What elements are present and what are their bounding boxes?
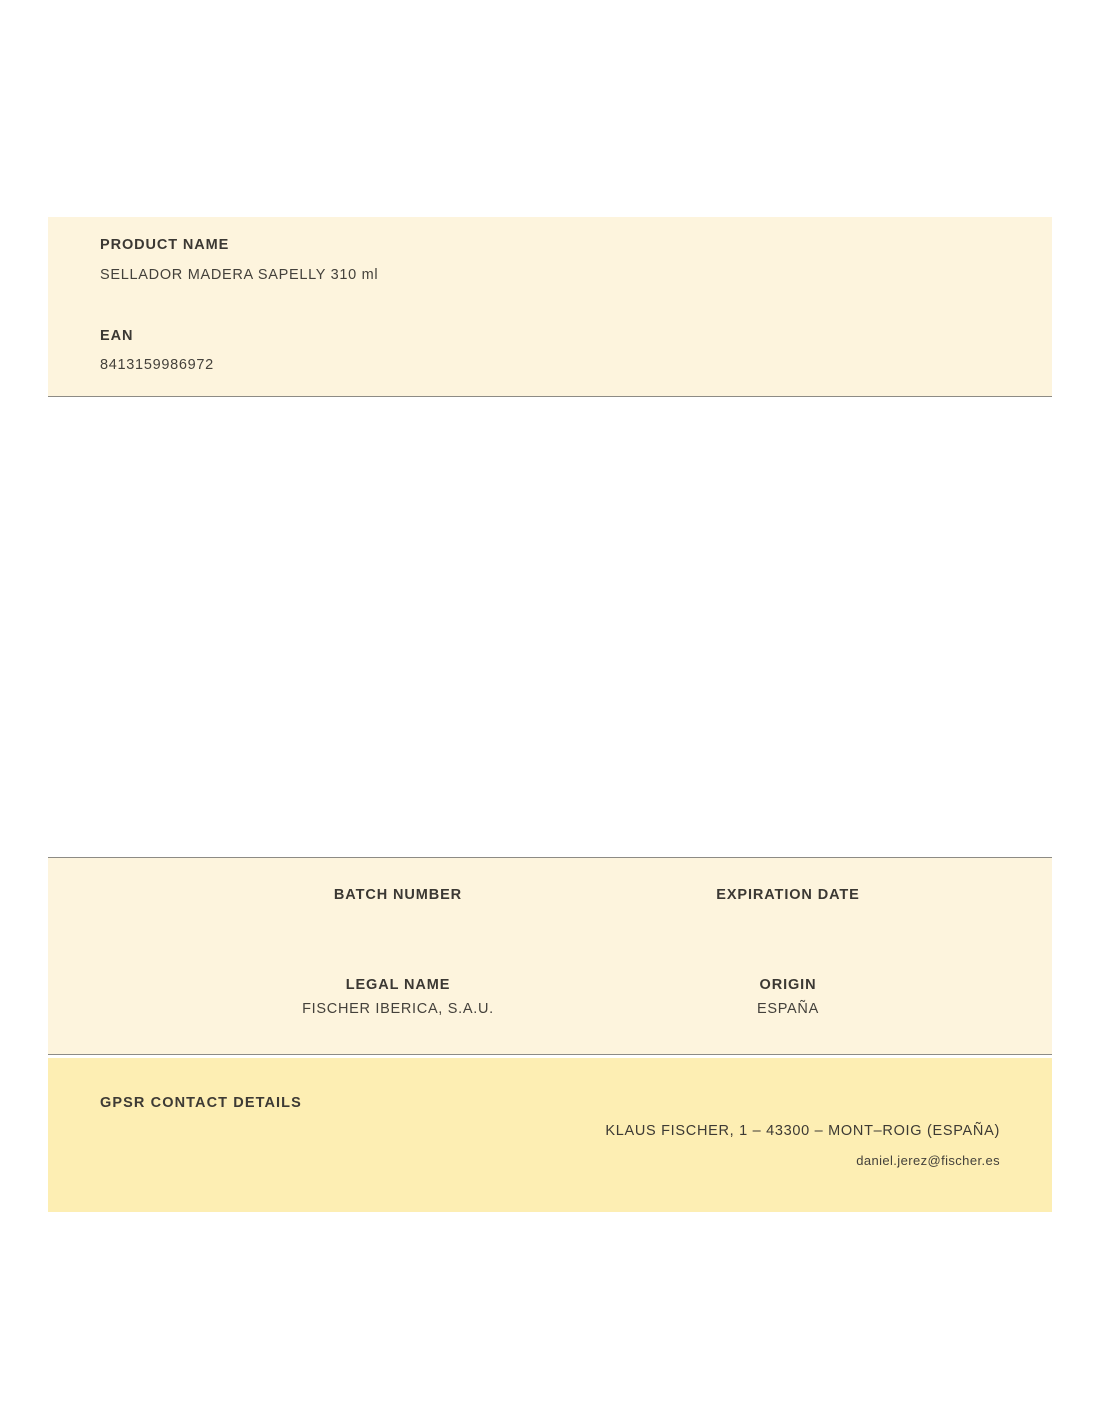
legal-name-label: LEGAL NAME	[345, 977, 451, 993]
gpsr-contact-label: GPSR CONTACT DETAILS	[100, 1095, 302, 1111]
expiration-date-group	[618, 887, 958, 911]
ean-label: EAN	[100, 328, 134, 344]
ean-value: 8413159986972	[100, 357, 214, 373]
gpsr-email-value: daniel.jerez@fischer.es	[856, 1153, 1000, 1168]
product-name-label: PRODUCT NAME	[100, 237, 230, 253]
origin-value: ESPAÑA	[757, 1001, 819, 1017]
product-info-block	[48, 217, 1052, 397]
legal-name-value: FISCHER IBERICA, S.A.U.	[302, 1001, 494, 1017]
origin-label: ORIGIN	[759, 977, 817, 993]
batch-number-label: BATCH NUMBER	[333, 887, 463, 903]
batch-legal-block	[48, 857, 1052, 1055]
gpsr-contact-block	[48, 1058, 1052, 1212]
batch-number-group	[228, 887, 568, 911]
gpsr-address-value: KLAUS FISCHER, 1 – 43300 – MONT–ROIG (ESPAÑA)	[605, 1123, 1000, 1139]
legal-name-group	[228, 977, 568, 1017]
product-name-value: SELLADOR MADERA SAPELLY 310 ml	[100, 267, 379, 283]
origin-group	[618, 977, 958, 1017]
expiration-date-label: EXPIRATION DATE	[716, 887, 860, 903]
